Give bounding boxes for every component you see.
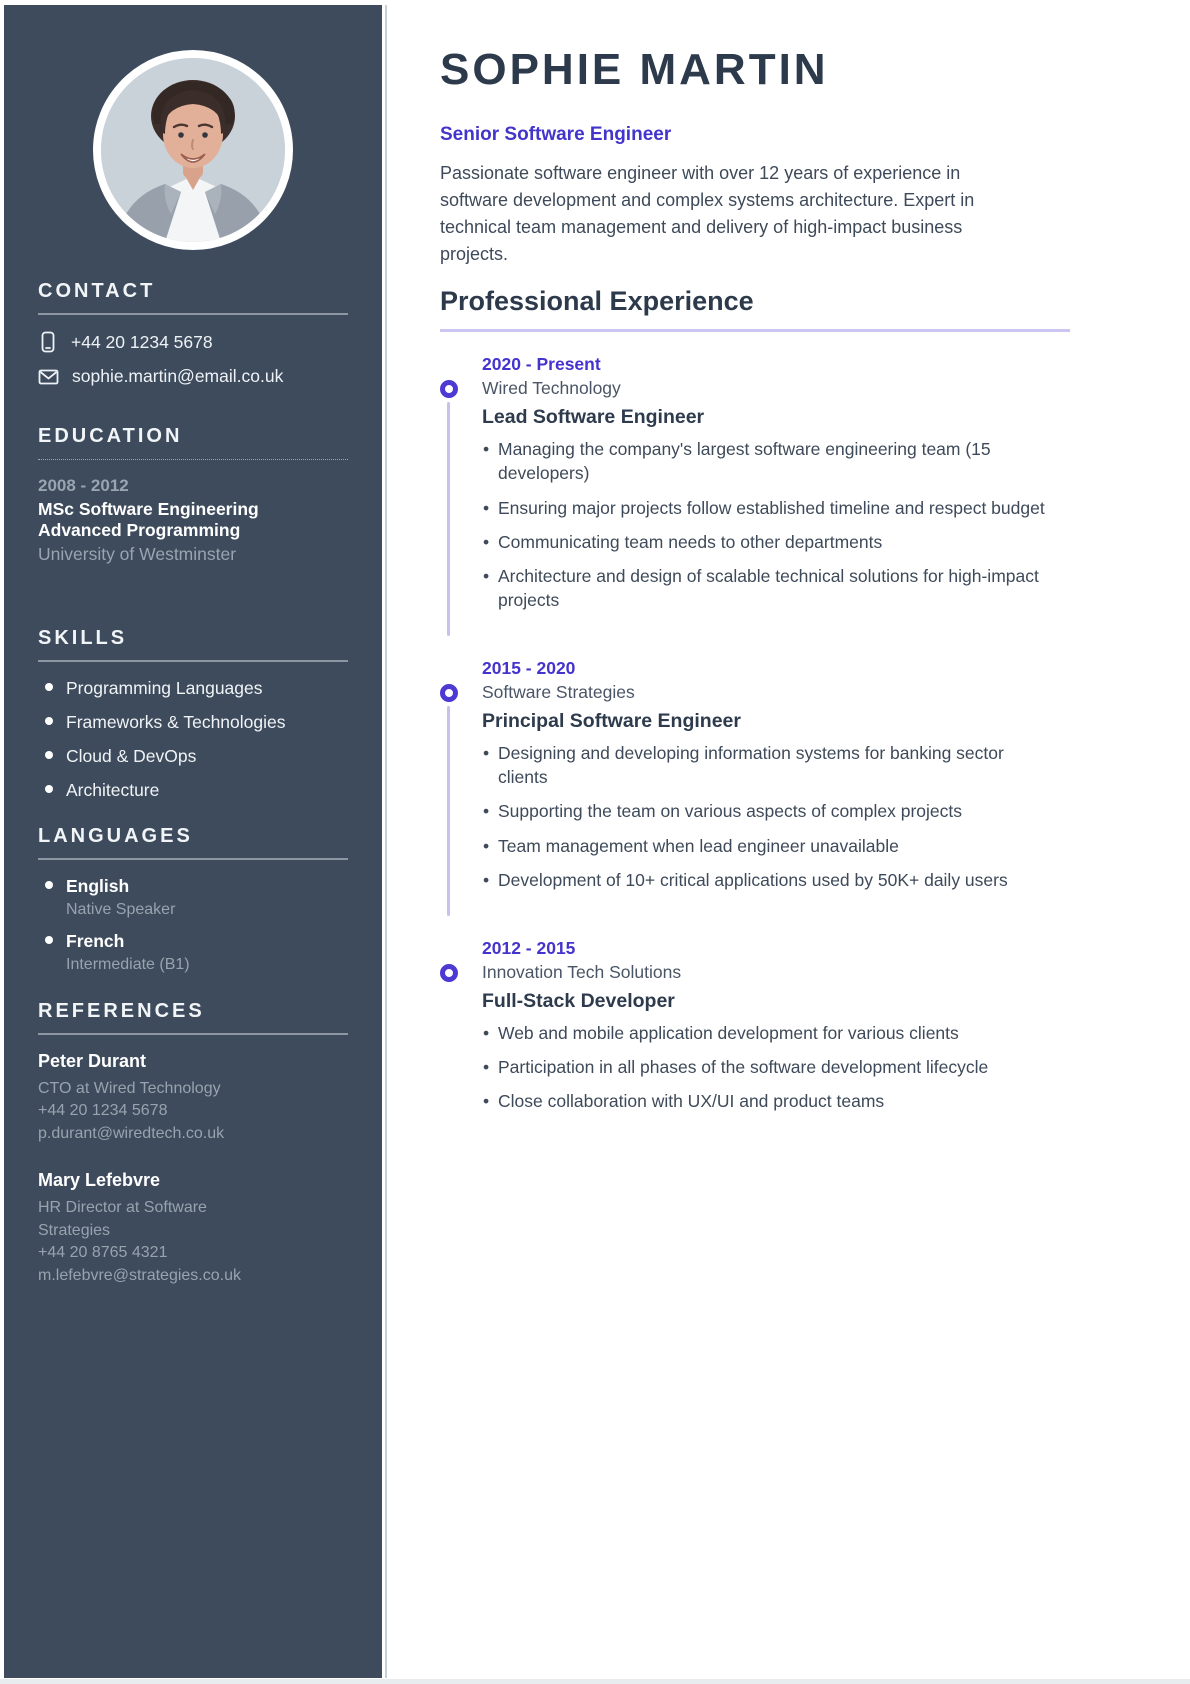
- profile-summary: Passionate software engineer with over 12 years of experience in software development and complex systems architecture. Expert in technical team management and delivery of high-impact business projects.: [440, 162, 975, 264]
- skill-item: Cloud & DevOps: [38, 746, 348, 767]
- experience-bullet: • Designing and developing information systems for banking sector clients: [482, 741, 1057, 789]
- contact-heading: CONTACT: [38, 280, 348, 315]
- timeline-line: [447, 402, 450, 636]
- timeline-marker-icon: [440, 964, 458, 982]
- experience-bullet: • Architecture and design of scalable technical solutions for high-impact projects: [482, 564, 1057, 612]
- experience-period: 2012 - 2015: [482, 937, 576, 958]
- experience-entry: [440, 658, 1070, 892]
- experience-entry: [440, 354, 1070, 612]
- phone-value: +44 20 1234 5678: [71, 331, 213, 352]
- reference-email: m.lefebvre@strategies.co.uk: [38, 1267, 241, 1284]
- page-bottom-edge: [0, 1679, 1190, 1684]
- references-heading: REFERENCES: [38, 1000, 348, 1035]
- reference-title: CTO at Wired Technology: [38, 1079, 221, 1097]
- experience-company: Innovation Tech Solutions: [482, 961, 682, 982]
- timeline-marker-icon: [440, 380, 458, 398]
- skill-item: Architecture: [38, 780, 348, 801]
- education-heading: EDUCATION: [38, 425, 348, 460]
- education-period: 2008 - 2012: [38, 476, 129, 495]
- sidebar-divider: [385, 5, 387, 1678]
- education-school: University of Westminster: [38, 543, 237, 564]
- experience-timeline: [440, 354, 1070, 1113]
- sidebar: [4, 5, 382, 1678]
- experience-role: Full-Stack Developer: [482, 989, 675, 1012]
- education-specialization: Advanced Programming: [38, 520, 241, 541]
- languages-section: [38, 825, 348, 974]
- experience-bullet: • Web and mobile application development for various clients: [482, 1021, 1057, 1045]
- reference-email: p.durant@wiredtech.co.uk: [38, 1125, 225, 1143]
- email-value: sophie.martin@email.co.uk: [72, 366, 284, 386]
- reference-phone: +44 20 8765 4321: [38, 1244, 168, 1262]
- reference-title: HR Director at Software Strategies: [38, 1198, 207, 1239]
- reference-item: [38, 1051, 348, 1146]
- skill-item: Programming Languages: [38, 678, 348, 699]
- profile-photo-illustration: [101, 58, 285, 242]
- experience-bullet: • Ensuring major projects follow established timeline and respect budget: [482, 496, 1057, 520]
- experience-period: 2015 - 2020: [482, 658, 576, 679]
- language-item: [38, 876, 348, 919]
- experience-entry: [440, 938, 1070, 1113]
- experience-bullet: • Communicating team needs to other departments: [482, 530, 1057, 554]
- languages-heading: LANGUAGES: [38, 825, 348, 860]
- main-content: [440, 0, 1070, 1123]
- experience-bullets: [482, 437, 1057, 612]
- education-section: [38, 425, 348, 565]
- skills-heading: SKILLS: [38, 627, 348, 662]
- timeline-marker-icon: [440, 684, 458, 702]
- experience-bullet: • Managing the company's largest software engineering team (15 developers): [482, 437, 1057, 485]
- experience-role: Principal Software Engineer: [482, 710, 741, 733]
- skill-item: Frameworks & Technologies: [38, 712, 348, 733]
- experience-bullet: • Development of 10+ critical applications used by 50K+ daily users: [482, 868, 1057, 892]
- person-name: SOPHIE MARTIN: [440, 45, 829, 94]
- timeline-line: [447, 706, 450, 916]
- experience-bullet: • Supporting the team on various aspects of complex projects: [482, 799, 1057, 823]
- experience-bullet: • Close collaboration with UX/UI and product teams: [482, 1089, 1057, 1113]
- phone-icon: [38, 331, 58, 353]
- experience-period: 2020 - Present: [482, 354, 601, 375]
- phone-row: [38, 331, 348, 353]
- reference-name: Peter Durant: [38, 1050, 147, 1071]
- experience-role: Lead Software Engineer: [482, 406, 705, 429]
- language-item: [38, 931, 348, 974]
- experience-bullets: [482, 1021, 1057, 1113]
- experience-company: Software Strategies: [482, 682, 635, 703]
- experience-bullet: • Team management when lead engineer unavailable: [482, 834, 1057, 858]
- email-icon: [38, 368, 59, 386]
- email-row: [38, 366, 348, 387]
- language-name: French: [38, 931, 348, 952]
- skills-section: [38, 627, 348, 801]
- references-section: [38, 1000, 348, 1288]
- experience-company: Wired Technology: [482, 378, 621, 399]
- reference-phone: +44 20 1234 5678: [38, 1102, 168, 1120]
- language-name: English: [38, 876, 348, 897]
- experience-bullet: • Participation in all phases of the software development lifecycle: [482, 1055, 1057, 1079]
- job-title: Senior Software Engineer: [440, 123, 672, 145]
- education-degree: MSc Software Engineering: [38, 499, 259, 519]
- reference-item: [38, 1170, 348, 1288]
- avatar: [93, 50, 293, 250]
- reference-name: Mary Lefebvre: [38, 1169, 161, 1190]
- language-level: Intermediate (B1): [66, 955, 190, 973]
- experience-bullets: [482, 741, 1057, 892]
- language-level: Native Speaker: [66, 900, 176, 918]
- experience-heading: Professional Experience: [440, 286, 1070, 332]
- contact-section: [38, 280, 348, 387]
